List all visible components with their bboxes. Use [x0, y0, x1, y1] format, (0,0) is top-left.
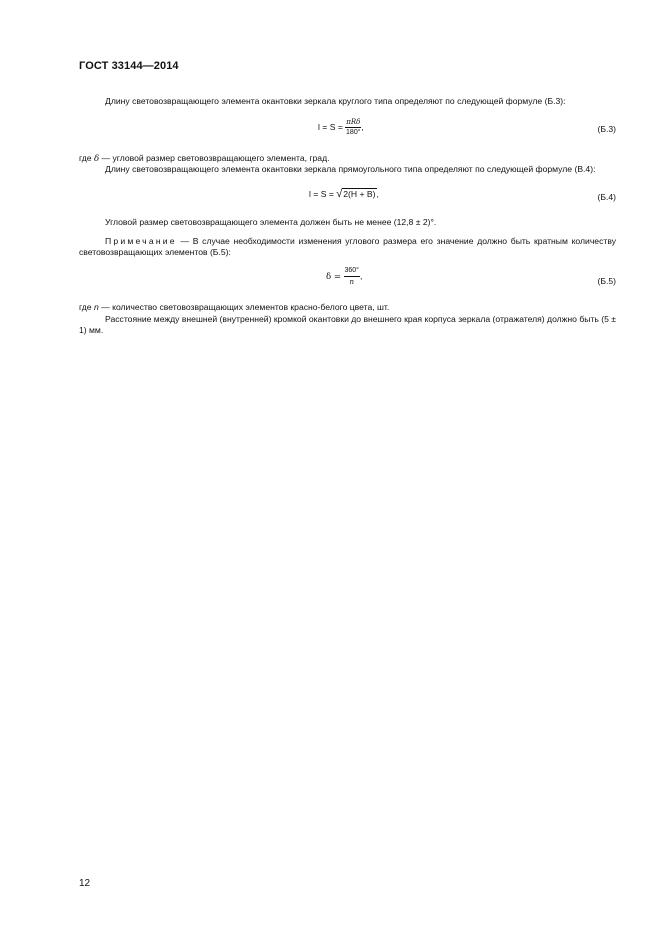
paragraph-rect-mirror: Длину световозвращающего элемента окантовки зеркала прямоугольного типа определяют по следующей формуле (В.4):: [105, 164, 596, 174]
note-text: — В случае необходимости изменения углового размера его значение должно быть кратным количеству световозвращающих элементов (Б.5):: [79, 236, 616, 257]
document-header: ГОСТ 33144—2014: [79, 60, 179, 72]
paragraph-round-mirror: Длину световозвращающего элемента окантовки зеркала круглого типа определяют по следующей формуле (Б.3):: [105, 96, 566, 106]
formula-b4: [309, 188, 379, 200]
page-number: 12: [79, 878, 91, 889]
note-label: Примечание: [105, 236, 177, 246]
paragraph-n-definition: [79, 302, 616, 313]
formula-b5-fraction: [344, 267, 363, 286]
paragraph-angular-size: Угловой размер световозвращающего элемента должен быть не менее (12,8 ± 2)°.: [105, 217, 437, 227]
note-paragraph: [79, 236, 616, 258]
formula-b3-tail: ,: [361, 121, 364, 132]
equation-number-b3: (Б.3): [597, 124, 616, 134]
delta-def-text: — угловой размер световозвращающего элемента, град.: [99, 153, 330, 163]
formula-b5-tail: ,: [359, 270, 363, 281]
formula-b3-numerator: πRδ: [346, 118, 361, 126]
formula-b5-numerator: 360°: [344, 267, 360, 277]
n-def-symbol: n: [93, 302, 99, 312]
formula-b4-radicand: 2(H + B): [343, 189, 376, 199]
paragraph-distance: Расстояние между внешней (внутренней) кромкой окантовки до внешнего края корпуса зеркала (отражателя) должно быть (5 ± 1) мм.: [79, 314, 616, 335]
formula-b3-denominator: 180°: [346, 129, 361, 136]
formula-b3: [318, 118, 364, 137]
delta-def-symbol: δ: [93, 154, 100, 164]
formula-b4-lhs: l = S =: [309, 189, 334, 199]
equation-number-b5: (Б.5): [597, 276, 616, 286]
formula-b4-tail: ,: [376, 189, 379, 199]
formula-b3-fraction: [345, 118, 364, 137]
formula-b5: [326, 267, 362, 286]
n-def-prefix: где: [79, 302, 94, 312]
delta-def-prefix: где: [79, 153, 94, 163]
sqrt-symbol: √: [336, 188, 343, 200]
formula-b3-lhs: l = S =: [318, 121, 343, 132]
formula-b5-denominator: n: [349, 278, 354, 286]
formula-b5-lhs: δ =: [326, 271, 342, 282]
n-def-text: — количество световозвращающих элементов красно-белого цвета, шт.: [98, 302, 390, 312]
equation-number-b4: (Б.4): [597, 192, 616, 202]
